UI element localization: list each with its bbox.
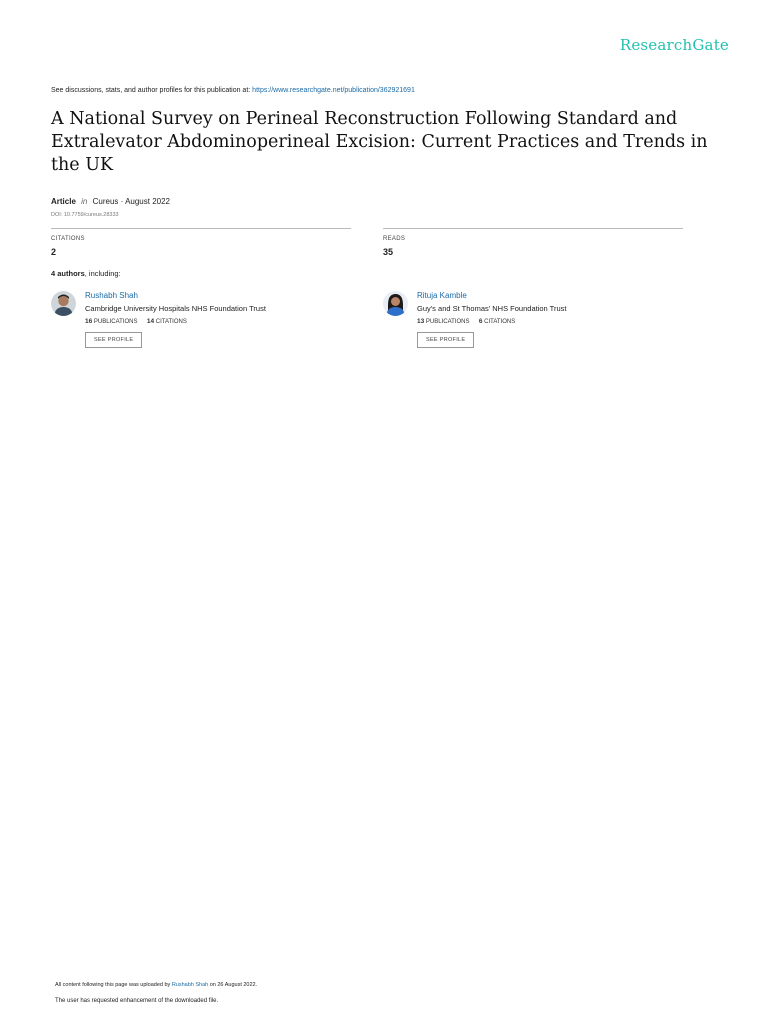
see-line-text: See discussions, stats, and author profiles for this publication at: bbox=[51, 87, 253, 94]
reads-stat bbox=[383, 228, 683, 257]
author-info bbox=[85, 291, 266, 348]
author-stats bbox=[85, 318, 266, 325]
publications-label: PUBLICATIONS bbox=[93, 319, 138, 325]
publications-count: 16 bbox=[85, 318, 93, 325]
article-type: Article bbox=[51, 197, 76, 206]
uploader-link[interactable]: Rushabh Shah bbox=[171, 982, 209, 988]
in-label: in bbox=[81, 197, 88, 206]
author-stats bbox=[417, 318, 566, 325]
author-name-link[interactable]: Rushabh Shah bbox=[85, 291, 138, 300]
doi: DOI: 10.7759/cureus.28333 bbox=[51, 212, 119, 218]
upload-prefix: All content following this page was uploaded by bbox=[55, 982, 172, 988]
authors-summary bbox=[51, 269, 121, 278]
reads-value: 35 bbox=[383, 247, 394, 257]
reads-label: READS bbox=[383, 236, 406, 242]
avatar[interactable] bbox=[51, 291, 76, 316]
upload-suffix: on 26 August 2022. bbox=[208, 982, 258, 988]
citations-label: CITATIONS bbox=[51, 236, 85, 242]
publication-url-link[interactable]: https://www.researchgate.net/publication/362921691 bbox=[252, 87, 415, 94]
authors-suffix: , including: bbox=[84, 269, 121, 278]
publication-link-line bbox=[51, 87, 415, 94]
paper-meta bbox=[51, 197, 170, 206]
author-institution: Cambridge University Hospitals NHS Foundation Trust bbox=[85, 304, 266, 313]
citations-stat bbox=[51, 228, 351, 257]
publications-count: 13 bbox=[417, 318, 425, 325]
citations-value: 2 bbox=[51, 247, 57, 257]
author-institution: Guy's and St Thomas' NHS Foundation Trust bbox=[417, 304, 567, 313]
authors-count: 4 authors bbox=[51, 269, 85, 278]
journal-date: Cureus · August 2022 bbox=[92, 197, 170, 206]
avatar[interactable] bbox=[383, 291, 408, 316]
enhancement-note: The user has requested enhancement of the downloaded file. bbox=[55, 998, 219, 1004]
avatar-photo-icon bbox=[51, 291, 76, 316]
researchgate-logo[interactable]: ResearchGate bbox=[619, 36, 729, 54]
paper-title: A National Survey on Perineal Reconstruction Following Standard and Extralevator Abdominoperineal Excision: Current Practices and Trends in the UK bbox=[51, 109, 708, 175]
citations-count: 6 bbox=[478, 318, 483, 325]
author-info bbox=[417, 291, 566, 348]
publications-label: PUBLICATIONS bbox=[425, 319, 470, 325]
avatar-photo-icon bbox=[383, 291, 408, 316]
upload-note bbox=[55, 982, 257, 988]
see-profile-button[interactable]: SEE PROFILE bbox=[85, 332, 142, 348]
citations-count: 14 bbox=[146, 318, 155, 325]
citations-label: CITATIONS bbox=[155, 319, 187, 325]
citations-label: CITATIONS bbox=[484, 319, 516, 325]
author-name-link[interactable]: Rituja Kamble bbox=[417, 291, 467, 300]
see-profile-button[interactable]: SEE PROFILE bbox=[417, 332, 474, 348]
